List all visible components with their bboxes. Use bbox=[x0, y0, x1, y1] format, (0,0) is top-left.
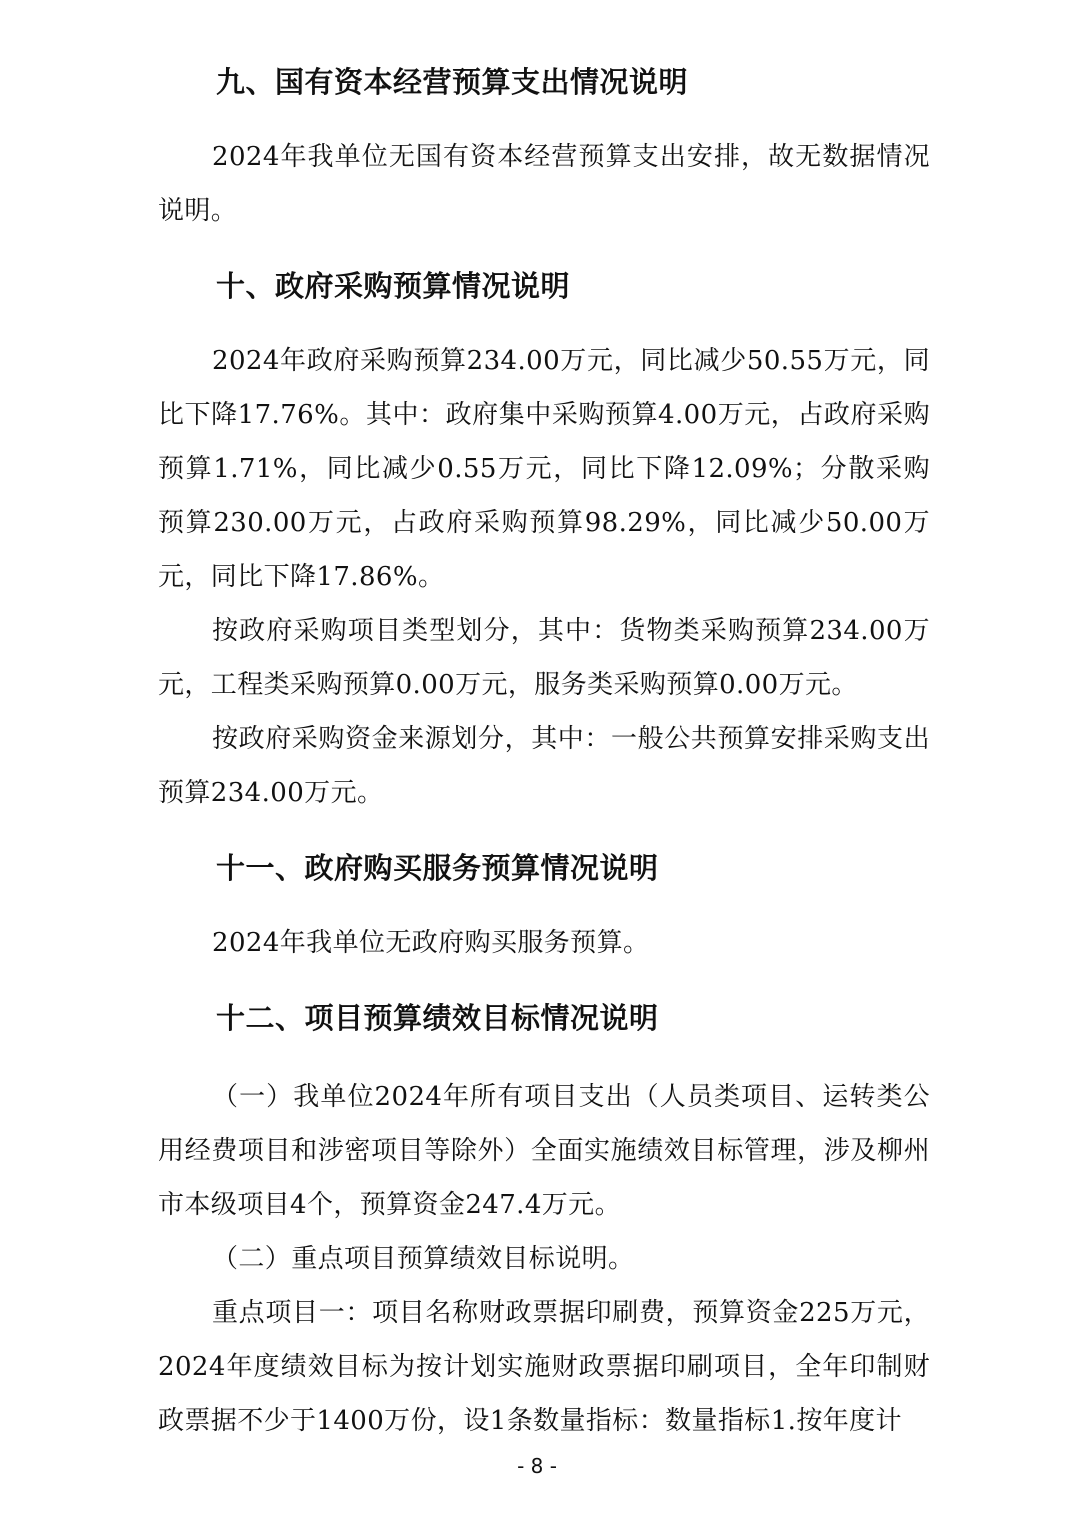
section-12-paragraph-3: 重点项目一：项目名称财政票据印刷费，预算资金225万元，2024年度绩效目标为按计划实施财政票据印刷项目，全年印制财政票据不少于1400万份，设1条数量指标：数量指标1.按年度计 bbox=[158, 1298, 930, 1436]
section-12-paragraph-2: （二）重点项目预算绩效目标说明。 bbox=[212, 1244, 635, 1274]
section-heading-11: 十一、政府购买服务预算情况说明 bbox=[216, 851, 659, 885]
section-heading-10: 十、政府采购预算情况说明 bbox=[216, 269, 571, 303]
section-11-paragraph-1: 2024年我单位无政府购买服务预算。 bbox=[212, 928, 650, 958]
section-10-paragraph-1: 2024年政府采购预算234.00万元，同比减少50.55万元，同比下降17.76%。其中：政府集中采购预算4.00万元，占政府采购预算1.71%，同比减少0.55万元，同比下降12.09%；分散采购预算230.00万元，占政府采购预算98.29%，同比减少50.00万元，同比下降17.86%。 bbox=[158, 346, 930, 592]
page-number: - 8 - bbox=[517, 1454, 557, 1478]
section-10-paragraph-2: 按政府采购项目类型划分，其中：货物类采购预算234.00万元，工程类采购预算0.00万元，服务类采购预算0.00万元。 bbox=[158, 616, 930, 700]
section-heading-12: 十二、项目预算绩效目标情况说明 bbox=[216, 1001, 659, 1035]
section-heading-9: 九、国有资本经营预算支出情况说明 bbox=[216, 65, 689, 99]
section-10-paragraph-3: 按政府采购资金来源划分，其中：一般公共预算安排采购支出预算234.00万元。 bbox=[158, 724, 930, 808]
section-12-paragraph-1: （一）我单位2024年所有项目支出（人员类项目、运转类公用经费项目和涉密项目等除外）全面实施绩效目标管理，涉及柳州市本级项目4个，预算资金247.4万元。 bbox=[158, 1082, 930, 1220]
section-9-paragraph-1: 2024年我单位无国有资本经营预算支出安排，故无数据情况说明。 bbox=[158, 142, 930, 226]
